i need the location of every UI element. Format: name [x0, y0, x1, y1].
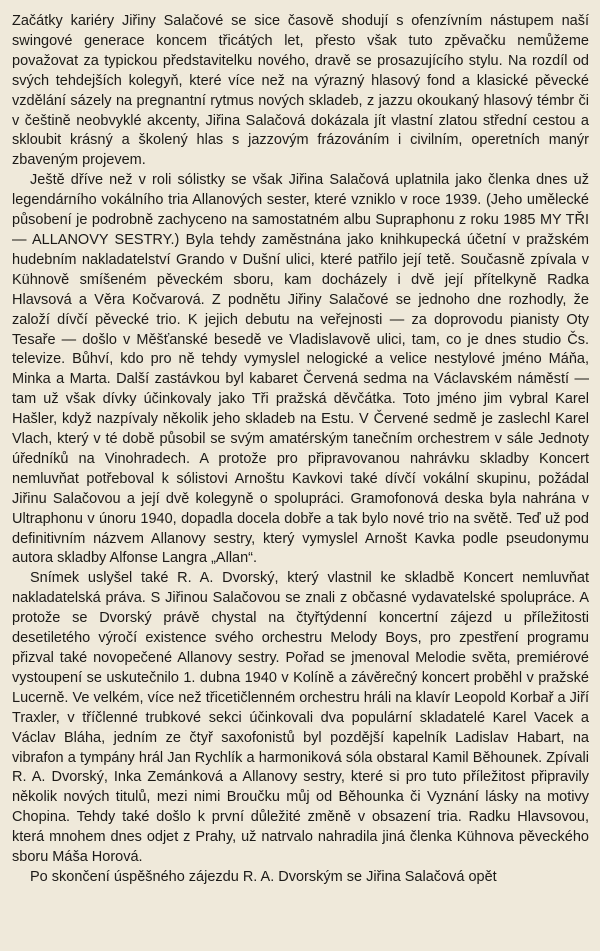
paragraph: Snímek uslyšel také R. A. Dvorský, který vlastnil ke skladbě Koncert nemluvňat nakladatelská práva. S Jiřinou Salačovou se znali z občasné vydavatelské spolupráce. A protože se Dvorský právě chystal na čtyřtýdenní koncertní zájezd u příležitosti desetiletého výročí existence svého orchestru Melody Boys, pro zpestření programu přizval také novopečené Allanovy sestry. Pořad se jmenoval Melodie světa, premiérové vystoupení se uskutečnilo 1. dubna 1940 v Kolíně a závěrečný koncert proběhl v pražské Lucerně. Ve velkém, více než třicetičlenném orchestru hráli na klavír Leopold Korbař a Jiří Traxler, v tříčlenné trubkové sekci účinkovali dva populární skladatelé Karel Vacek a Václav Bláha, jedním ze čtyř saxofonistů byl pozdější kapelník Ladislav Habart, na vibrafon a tympány hrál Jan Rychlík a harmoniková sóla obstaral Kamil Běhounek. Zpívali R. A. Dvorský, Inka Zemánková a Allanovy sestry, které si pro tuto příležitost připravily několik nových titulů, mezi nimi Broučku můj od Běhounka či Vyznání lásky na motivy Chopina. Tehdy také došlo k první důležité změně v obsazení tria. Radku Hlavsovou, která mnohem dnes odjet z Prahy, už natrvalo nahradila jiná členka Kühnova pěveckého sboru Máša Horová. [12, 570, 589, 866]
paragraph: Začátky kariéry Jiřiny Salačové se sice časově shodují s ofenzívním nástupem naší swingové generace koncem třicátých let, přesto však tuto zpěvačku nemůžeme považovat za typickou představitelku nového, dravě se prosazujícího stylu. Na rozdíl od svých tehdejších kolegyň, které více než na výrazný hlasový fond a klasické pěvecké vzdělání sázely na pregnantní rytmus nových skladeb, z jazzu okoukaný hlasový témbr či v češtině neobvyklé akcenty, Jiřina Salačová dokázala jít vlastní zlatou střední cestou a skloubit krásný a školený hlas s jazzovým frázováním i civilním, operetních manýr zbaveným projevem. [12, 13, 589, 169]
paragraph: Po skončení úspěšného zájezdu R. A. Dvorským se Jiřina Salačová opět [30, 868, 497, 885]
paragraph: Ještě dříve než v roli sólistky se však Jiřina Salačová uplatnila jako členka dnes už legendárního vokálního tria Allanových sester, které vzniklo v roce 1939. (Jeho umělecké působení je podrobně zachyceno na samostatném albu Supraphonu z roku 1985 MY TŘI — ALLANOVY SESTRY.) Byla tehdy zaměstnána jako knihkupecká účetní v pražském hudebním nakladatelství Grando v Dušní ulici, které patřilo její tetě. Současně zpívala v Kühnově smíšeném pěveckém sboru, kam docházely i dvě její přítelkyně Radka Hlavsová a Věra Kočvarová. Z podnětu Jiřiny Salačové se jednoho dne rozhodly, že založí dívčí pěvecké trio. K jejich debutu na veřejnosti — za doprovodu pianisty Oty Tesaře — došlo v Měšťanské besedě ve Vladislavově ulici, tam, co je dnes studio Čs. televize. Bůhví, kdo pro ně tehdy vymyslel nelogické a velice nestylové jméno Máňa, Minka a Marta. Další zastávkou byl kabaret Červená sedma na Václavském náměstí — tam už však dívky účinkovaly jako Tři pražská děvčátka. Toto jméno jim vybral Karel Hašler, když nazpívaly několik jeho skladeb na Estu. V Červené sedmě je zaslechl Karel Vlach, který v té době působil se svým amatérským tanečním orchestrem v sále Jednoty úředníků na Vinohradech. A protože pro připravovanou nahrávku skladby Koncert nemluvňat potřeboval k sólistovi Arnoštu Kavkovi také dívčí vokální skupinu, požádal Jiřinu Salačovou a její dvě kolegyně o spolupráci. Gramofonová deska byla nahrána v Ultraphonu v únoru 1940, dopadla docela dobře a tak bylo nové trio na světě. Teď už pod definitivním názvem Allanovy sestry, který vymyslel Arnošt Kavka podle pseudonymu autora skladby Alfonse Langra „Allan“. [12, 172, 589, 567]
